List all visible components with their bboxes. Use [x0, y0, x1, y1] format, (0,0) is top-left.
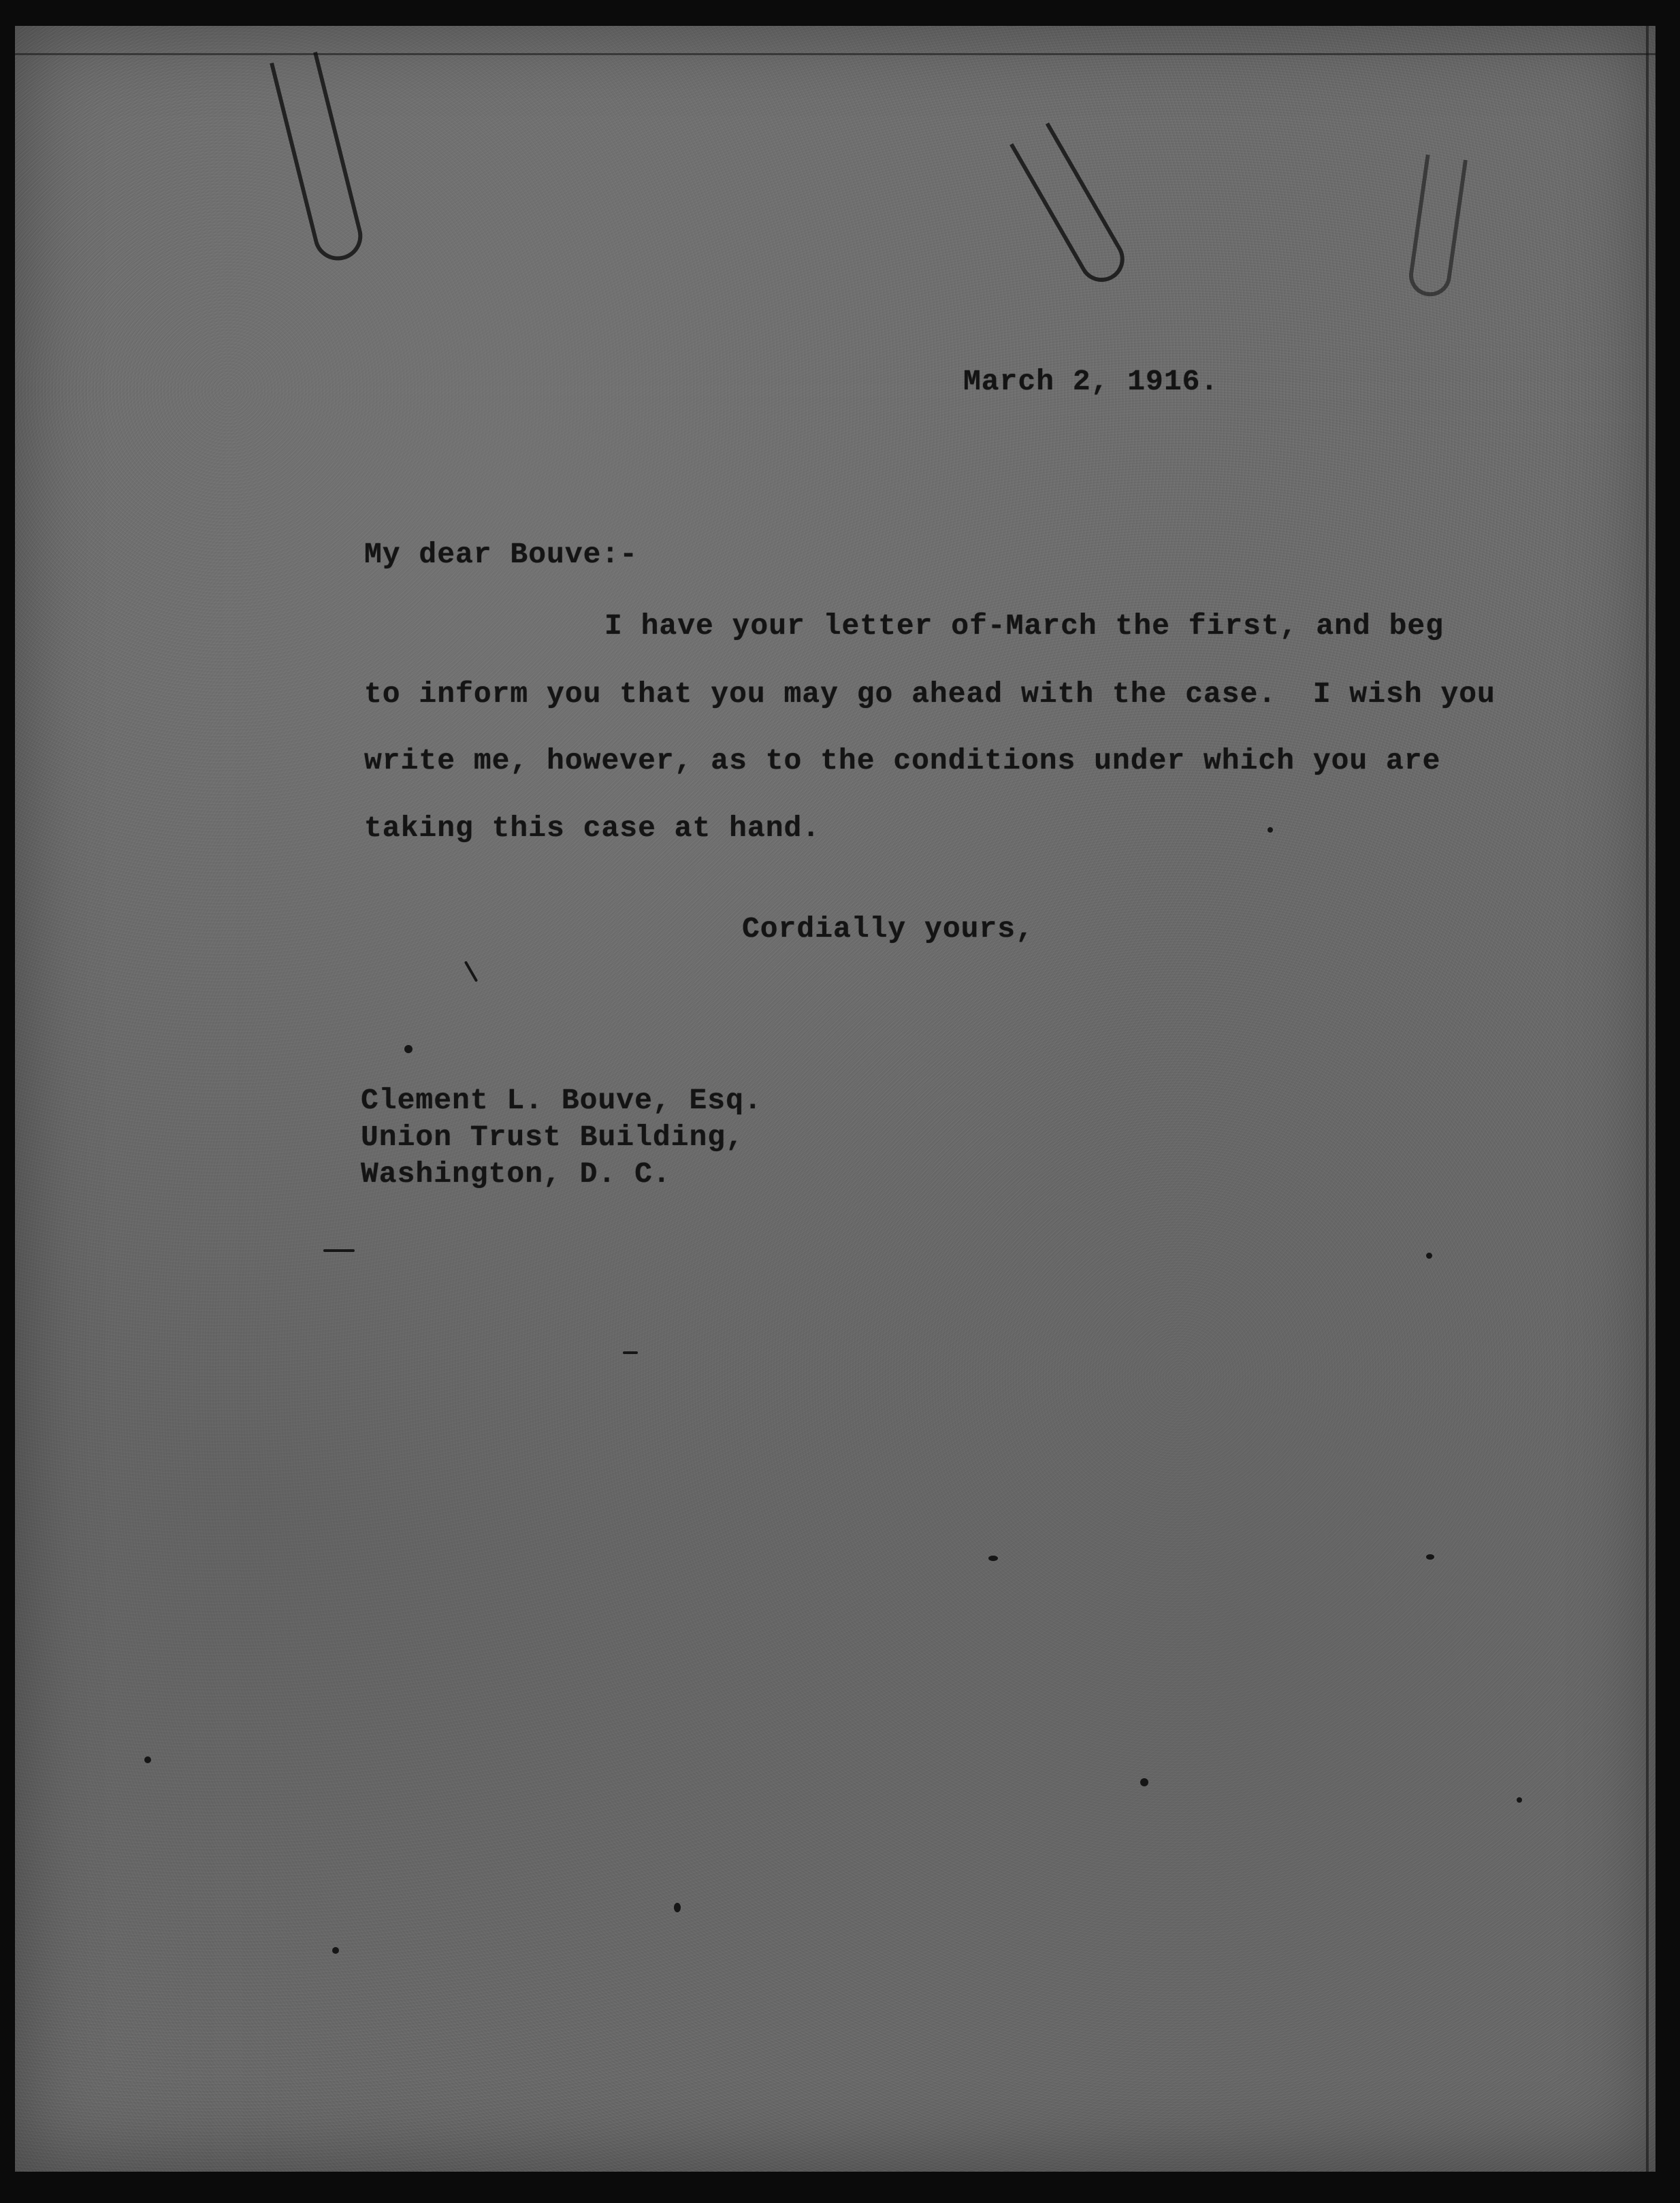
letter-body-line: I have your letter of-March the first, and beg: [604, 609, 1444, 643]
ink-speck: [623, 1351, 638, 1354]
paper-sheet: [15, 26, 1655, 2172]
letter-body-line: write me, however, as to the conditions under which you are: [364, 744, 1441, 777]
letter-body-line: to inform you that you may go ahead with the case. I wish you: [364, 677, 1496, 711]
ink-speck: [674, 1903, 681, 1912]
letter-date: March 2, 1916.: [963, 365, 1219, 398]
ink-speck: [332, 1947, 339, 1954]
ink-speck: [1517, 1797, 1522, 1803]
ink-speck: [323, 1249, 355, 1252]
letter-body-line: taking this case at hand.: [364, 811, 821, 845]
recipient-address-line: Union Trust Building,: [361, 1121, 744, 1154]
letter-closing: Cordially yours,: [742, 912, 1034, 946]
ink-speck: [1426, 1554, 1434, 1560]
ink-speck: [1426, 1253, 1432, 1259]
ink-speck: [1140, 1778, 1148, 1786]
recipient-address-line: Washington, D. C.: [361, 1157, 671, 1191]
letter-salutation: My dear Bouve:-: [364, 538, 639, 571]
recipient-name: Clement L. Bouve, Esq.: [361, 1084, 762, 1117]
ink-speck: [1267, 827, 1273, 833]
sheet-right-edge: [1646, 26, 1649, 2172]
sheet-top-edge: [15, 53, 1655, 55]
ink-speck: [144, 1756, 151, 1763]
ink-speck: [988, 1556, 998, 1561]
ink-speck: [404, 1045, 413, 1053]
